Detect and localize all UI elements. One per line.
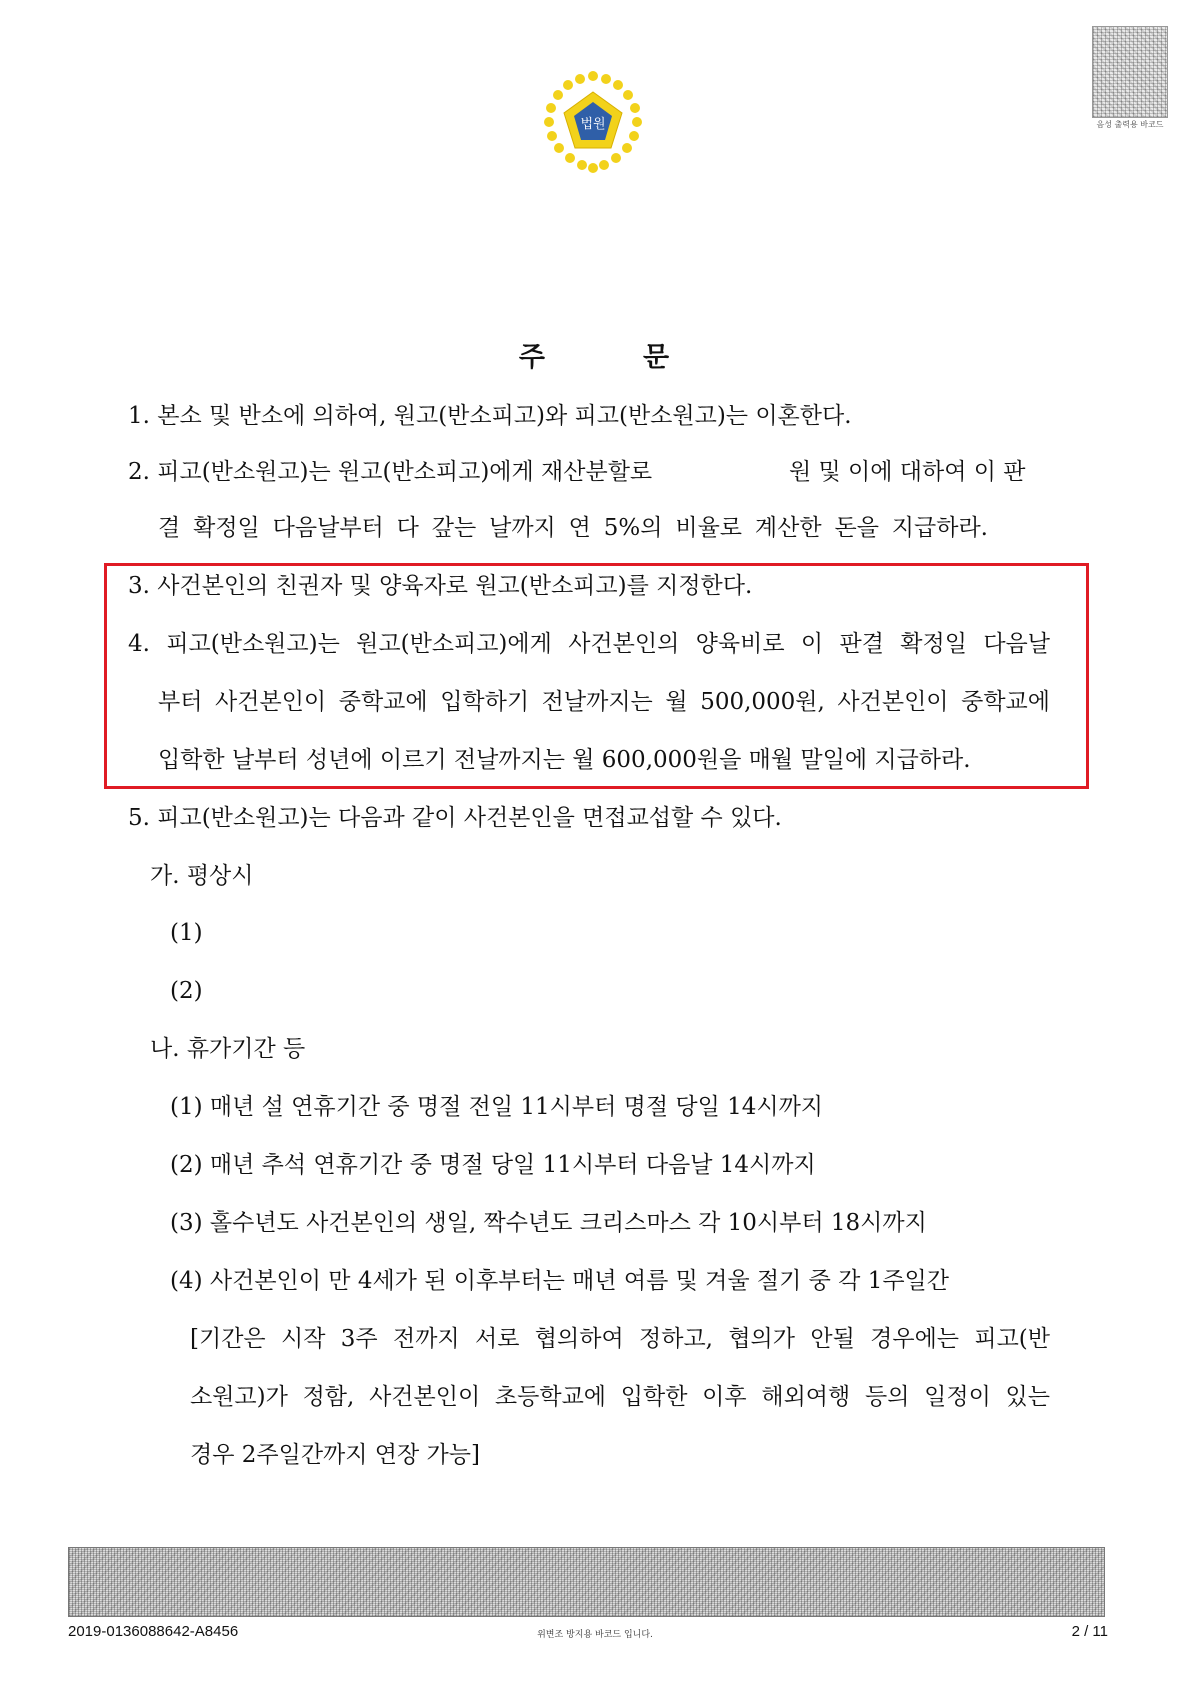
qr-code-image bbox=[1092, 26, 1168, 118]
subsection-na-4: (4) 사건본인이 만 4세가 된 이후부터는 매년 여름 및 겨울 절기 중 각 1주일간 bbox=[170, 1268, 949, 1294]
order-item-3: 3. 사건본인의 친권자 및 양육자로 원고(반소피고)를 지정한다. bbox=[128, 573, 753, 599]
document-id: 2019-0136088642-A8456 bbox=[68, 1623, 239, 1640]
order-item-4-line1: 4. 피고(반소원고)는 원고(반소피고)에게 사건본인의 양육비로 이 판결 확정일 다음날 bbox=[128, 631, 1050, 657]
court-emblem-logo bbox=[538, 68, 648, 178]
subsection-ga: 가. 평상시 bbox=[150, 863, 254, 889]
subsection-na-4-detail-3: 경우 2주일간까지 연장 가능] bbox=[190, 1442, 480, 1468]
order-item-2-part1: 2. 피고(반소원고)는 원고(반소피고)에게 재산분할로 bbox=[128, 459, 653, 485]
subsection-ga-2: (2) bbox=[170, 978, 203, 1004]
subsection-na: 나. 휴가기간 등 bbox=[150, 1036, 306, 1062]
subsection-ga-1: (1) bbox=[170, 920, 203, 946]
page-number: 2 / 11 bbox=[1071, 1623, 1108, 1640]
emblem-text: 법원 bbox=[580, 117, 606, 132]
qr-caption: 음성 출력용 바코드 bbox=[1096, 120, 1164, 129]
order-item-2-line2: 결 확정일 다음날부터 다 갚는 날까지 연 5%의 비율로 계산한 돈을 지급하라. bbox=[158, 515, 988, 541]
subsection-na-2: (2) 매년 추석 연휴기간 중 명절 당일 11시부터 다음날 14시까지 bbox=[170, 1152, 816, 1178]
subsection-na-4-detail-2: 소원고)가 정함, 사건본인이 초등학교에 입학한 이후 해외여행 등의 일정이 있는 bbox=[190, 1384, 1050, 1410]
subsection-na-1: (1) 매년 설 연휴기간 중 명절 전일 11시부터 명절 당일 14시까지 bbox=[170, 1094, 824, 1120]
barcode-note: 위변조 방지용 바코드 입니다. bbox=[537, 1630, 653, 1640]
order-item-4-line3: 입학한 날부터 성년에 이르기 전날까지는 월 600,000원을 매월 말일에 지급하라. bbox=[158, 747, 971, 773]
order-item-5: 5. 피고(반소원고)는 다음과 같이 사건본인을 면접교섭할 수 있다. bbox=[128, 805, 782, 831]
order-item-4-line2: 부터 사건본인이 중학교에 입학하기 전날까지는 월 500,000원, 사건본인이 중학교에 bbox=[158, 689, 1050, 715]
subsection-na-4-detail-1: [기간은 시작 3주 전까지 서로 협의하여 정하고, 협의가 안될 경우에는 피고(반 bbox=[190, 1326, 1050, 1352]
order-item-1: 1. 본소 및 반소에 의하여, 원고(반소피고)와 피고(반소원고)는 이혼한다. bbox=[128, 403, 852, 429]
order-item-2-part2: 원 및 이에 대하여 이 판 bbox=[789, 459, 1026, 485]
subsection-na-3: (3) 홀수년도 사건본인의 생일, 짝수년도 크리스마스 각 10시부터 18시까지 bbox=[170, 1210, 927, 1236]
page-title bbox=[0, 335, 1190, 374]
title-right: 문 bbox=[643, 342, 672, 373]
anti-forgery-barcode bbox=[68, 1547, 1105, 1617]
title-left: 주 bbox=[518, 342, 547, 373]
